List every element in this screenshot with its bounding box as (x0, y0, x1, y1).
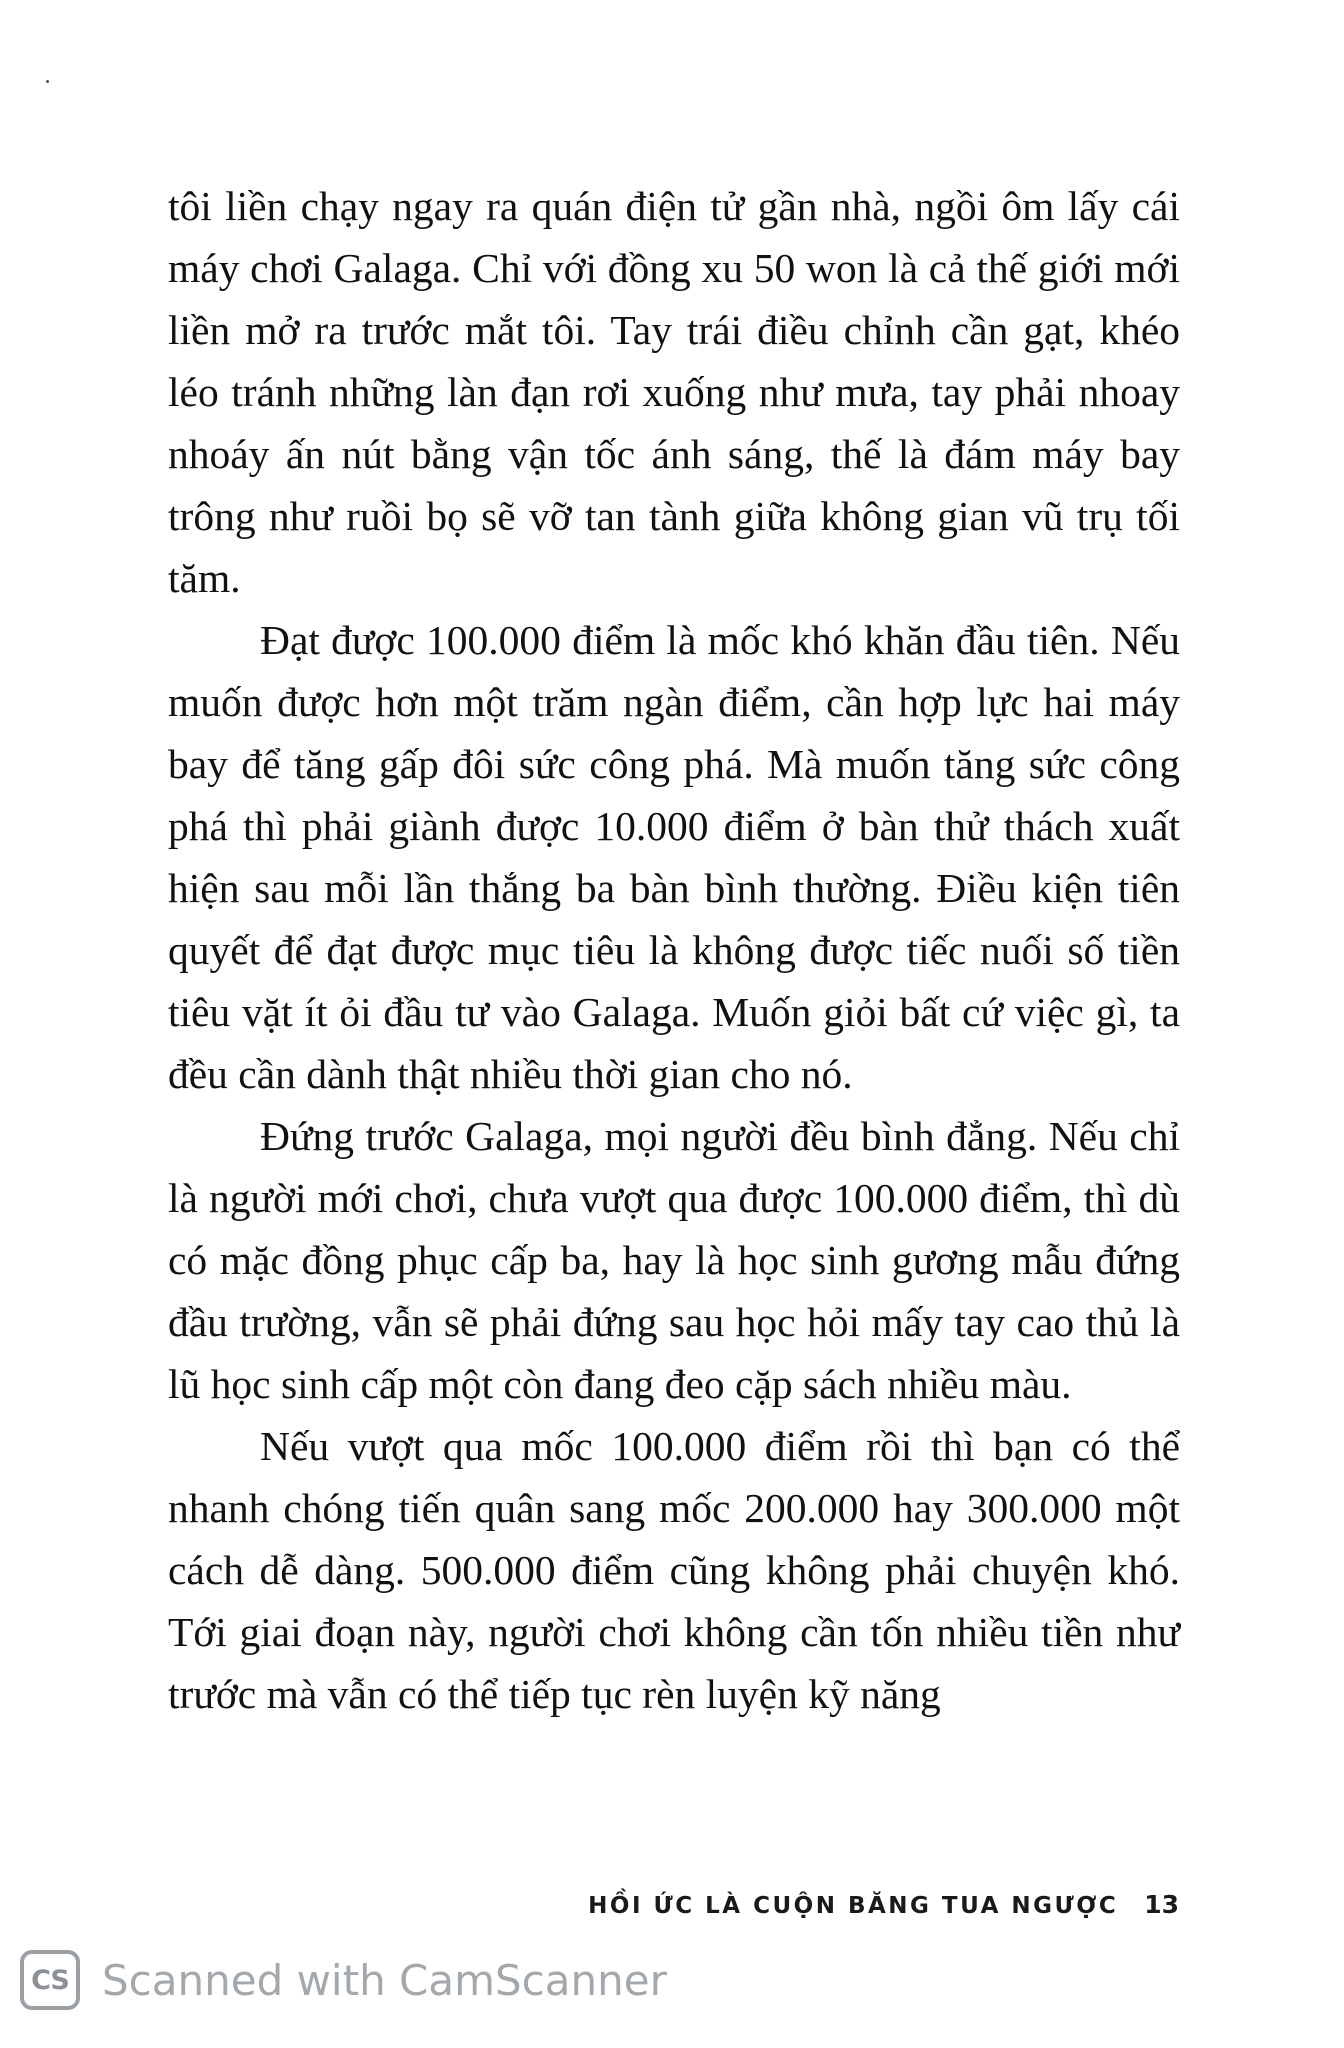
page-footer (588, 1890, 1179, 1919)
body-text (168, 175, 1180, 1725)
paragraph-1: tôi liền chạy ngay ra quán điện tử gần nhà, ngồi ôm lấy cái máy chơi Galaga. Chỉ với đồng xu 50 won là cả thế giới mới liền mở ra trước mắt tôi. Tay trái điều chỉnh cần gạt, khéo léo tránh những làn đạn rơi xuống như mưa, tay phải nhoay nhoáy ấn nút bằng vận tốc ánh sáng, thế là đám máy bay trông như ruồi bọ sẽ vỡ tan tành giữa không gian vũ trụ tối tăm. (168, 183, 1180, 601)
page-number: 13 (1144, 1890, 1179, 1919)
paragraph-3: Đứng trước Galaga, mọi người đều bình đẳng. Nếu chỉ là người mới chơi, chưa vượt qua được 100.000 điểm, thì dù có mặc đồng phục cấp ba, hay là học sinh gương mẫu đứng đầu trường, vẫn sẽ phải đứng sau học hỏi mấy tay cao thủ là lũ học sinh cấp một còn đang đeo cặp sách nhiều màu. (168, 1113, 1180, 1407)
paragraph-2: Đạt được 100.000 điểm là mốc khó khăn đầu tiên. Nếu muốn được hơn một trăm ngàn điểm, cần hợp lực hai máy bay để tăng gấp đôi sức công phá. Mà muốn tăng sức công phá thì phải giành được 10.000 điểm ở bàn thử thách xuất hiện sau mỗi lần thắng ba bàn bình thường. Điều kiện tiên quyết để đạt được mục tiêu là không được tiếc nuối số tiền tiêu vặt ít ỏi đầu tư vào Galaga. Muốn giỏi bất cứ việc gì, ta đều cần dành thật nhiều thời gian cho nó. (168, 617, 1180, 1097)
camscanner-logo-icon: CS (20, 1950, 80, 2010)
paragraph-4: Nếu vượt qua mốc 100.000 điểm rồi thì bạn có thể nhanh chóng tiến quân sang mốc 200.000 hay 300.000 một cách dễ dàng. 500.000 điểm cũng không phải chuyện khó. Tới giai đoạn này, người chơi không cần tốn nhiều tiền như trước mà vẫn có thể tiếp tục rèn luyện kỹ năng (168, 1423, 1180, 1717)
watermark-text: Scanned with CamScanner (102, 1955, 667, 2005)
running-title: HỒI ỨC LÀ CUỘN BĂNG TUA NGƯỢC (588, 1893, 1119, 1919)
scan-speck (46, 80, 49, 83)
camscanner-watermark (20, 1948, 667, 2012)
